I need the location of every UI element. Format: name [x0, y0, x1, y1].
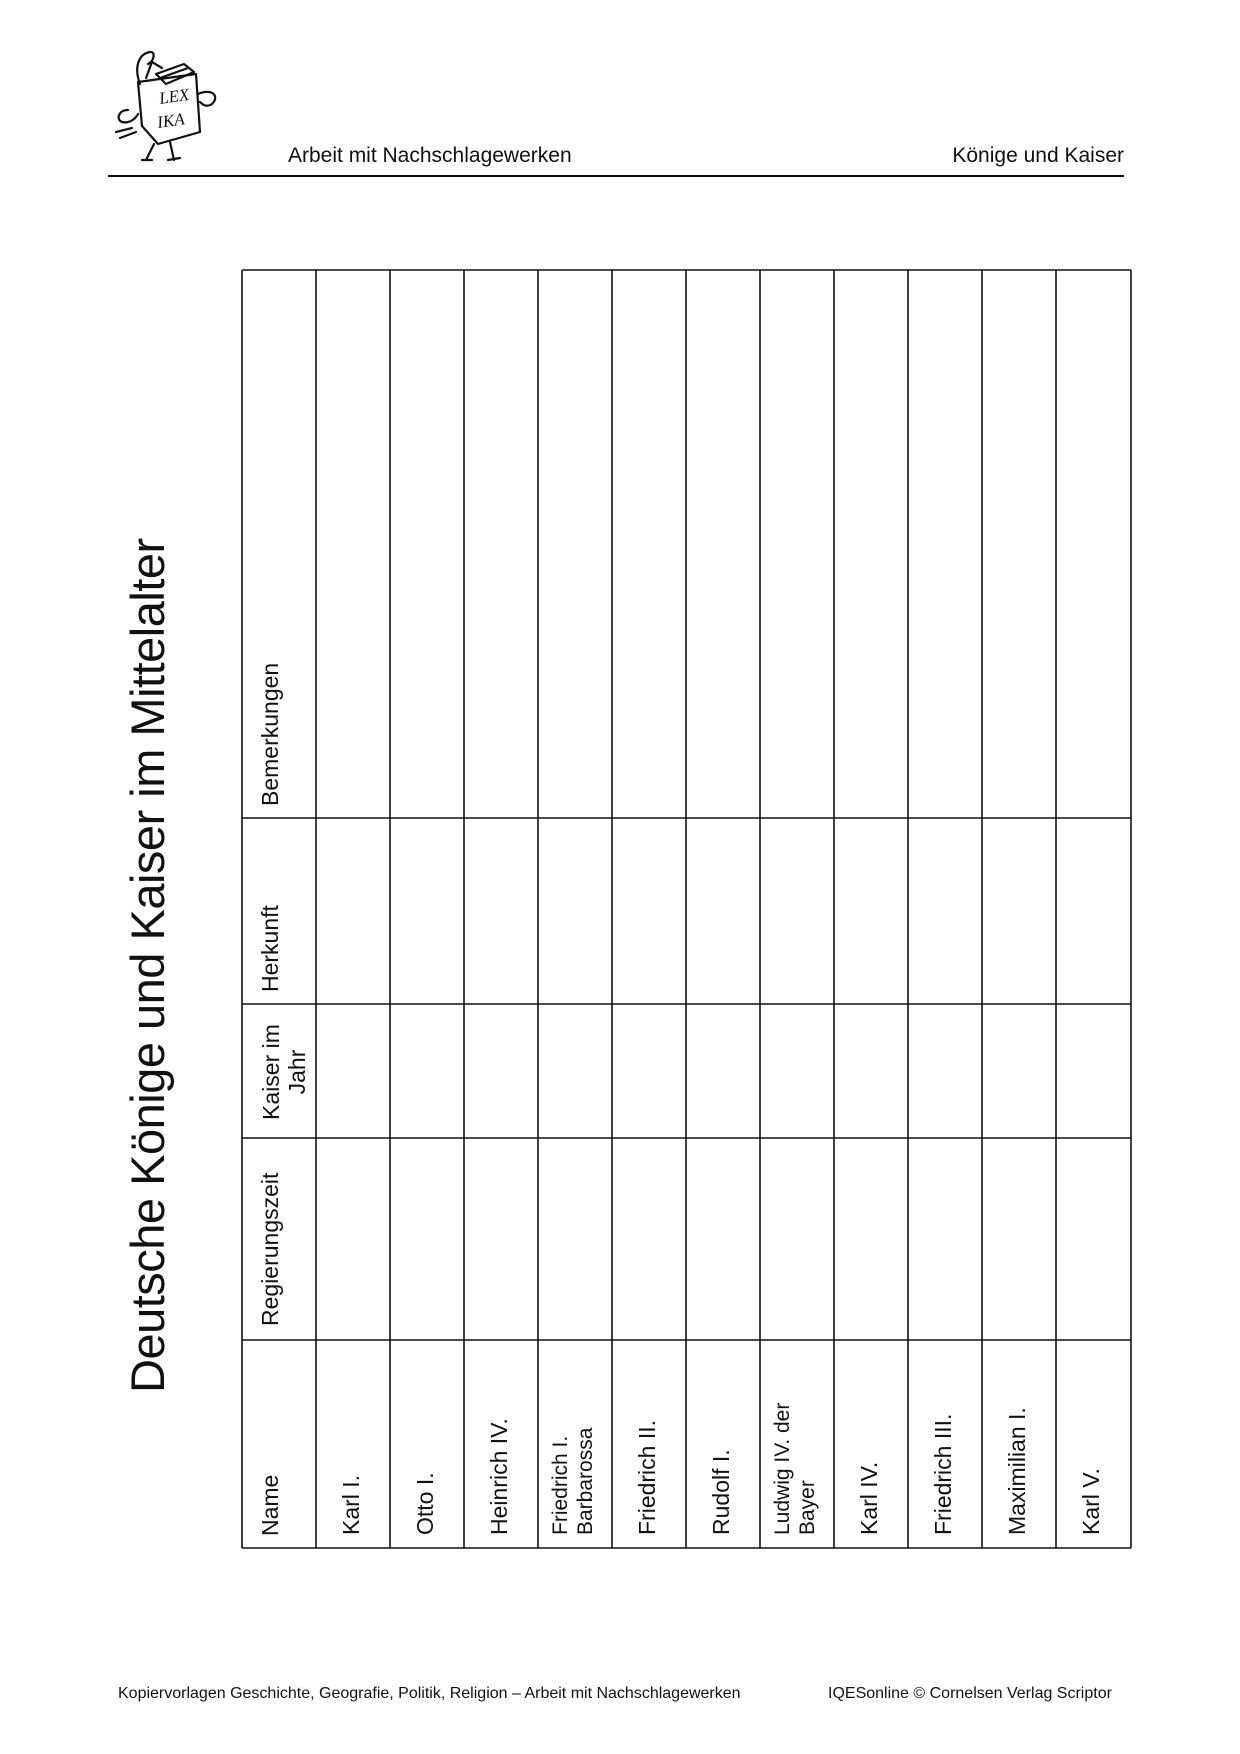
- table-row-name: Karl I.: [338, 1474, 364, 1535]
- table-row-name: Ludwig IV. der Bayer: [771, 1402, 819, 1535]
- table-row-name: Karl IV.: [856, 1461, 882, 1535]
- logo-text-ika: IKA: [155, 109, 186, 132]
- footer-publisher: IQESonline © Cornelsen Verlag Scriptor: [828, 1685, 1112, 1702]
- header-bemerkungen: Bemerkungen: [257, 662, 283, 806]
- footer-series: Kopiervorlagen Geschichte, Geografie, Politik, Religion – Arbeit mit Nachschlagewerken: [118, 1685, 741, 1702]
- header-kaiser-im-jahr: Kaiser im Jahr: [258, 1024, 310, 1120]
- header-name: Name: [257, 1474, 283, 1536]
- table-row-name: Karl V.: [1078, 1468, 1104, 1535]
- table-row-name: Otto I.: [412, 1472, 438, 1535]
- logo-text-lex: LEX: [157, 84, 191, 108]
- header-regierungszeit: Regierungszeit: [257, 1172, 283, 1326]
- table-row-name: Friedrich III.: [930, 1413, 956, 1535]
- header-topic: Könige und Kaiser: [952, 144, 1124, 167]
- table-row-name: Maximilian I.: [1004, 1407, 1030, 1535]
- page-title: Deutsche Könige und Kaiser im Mittelalter: [121, 538, 174, 1393]
- table-row-name: Friedrich II.: [634, 1419, 660, 1535]
- table-row-name: Friedrich I. Barbarossa: [549, 1427, 597, 1535]
- table-row-name: Heinrich IV.: [486, 1418, 512, 1535]
- header-herkunft: Herkunft: [257, 905, 283, 992]
- header-subject: Arbeit mit Nachschlagewerken: [288, 144, 572, 167]
- table-row-name: Rudolf I.: [708, 1449, 734, 1535]
